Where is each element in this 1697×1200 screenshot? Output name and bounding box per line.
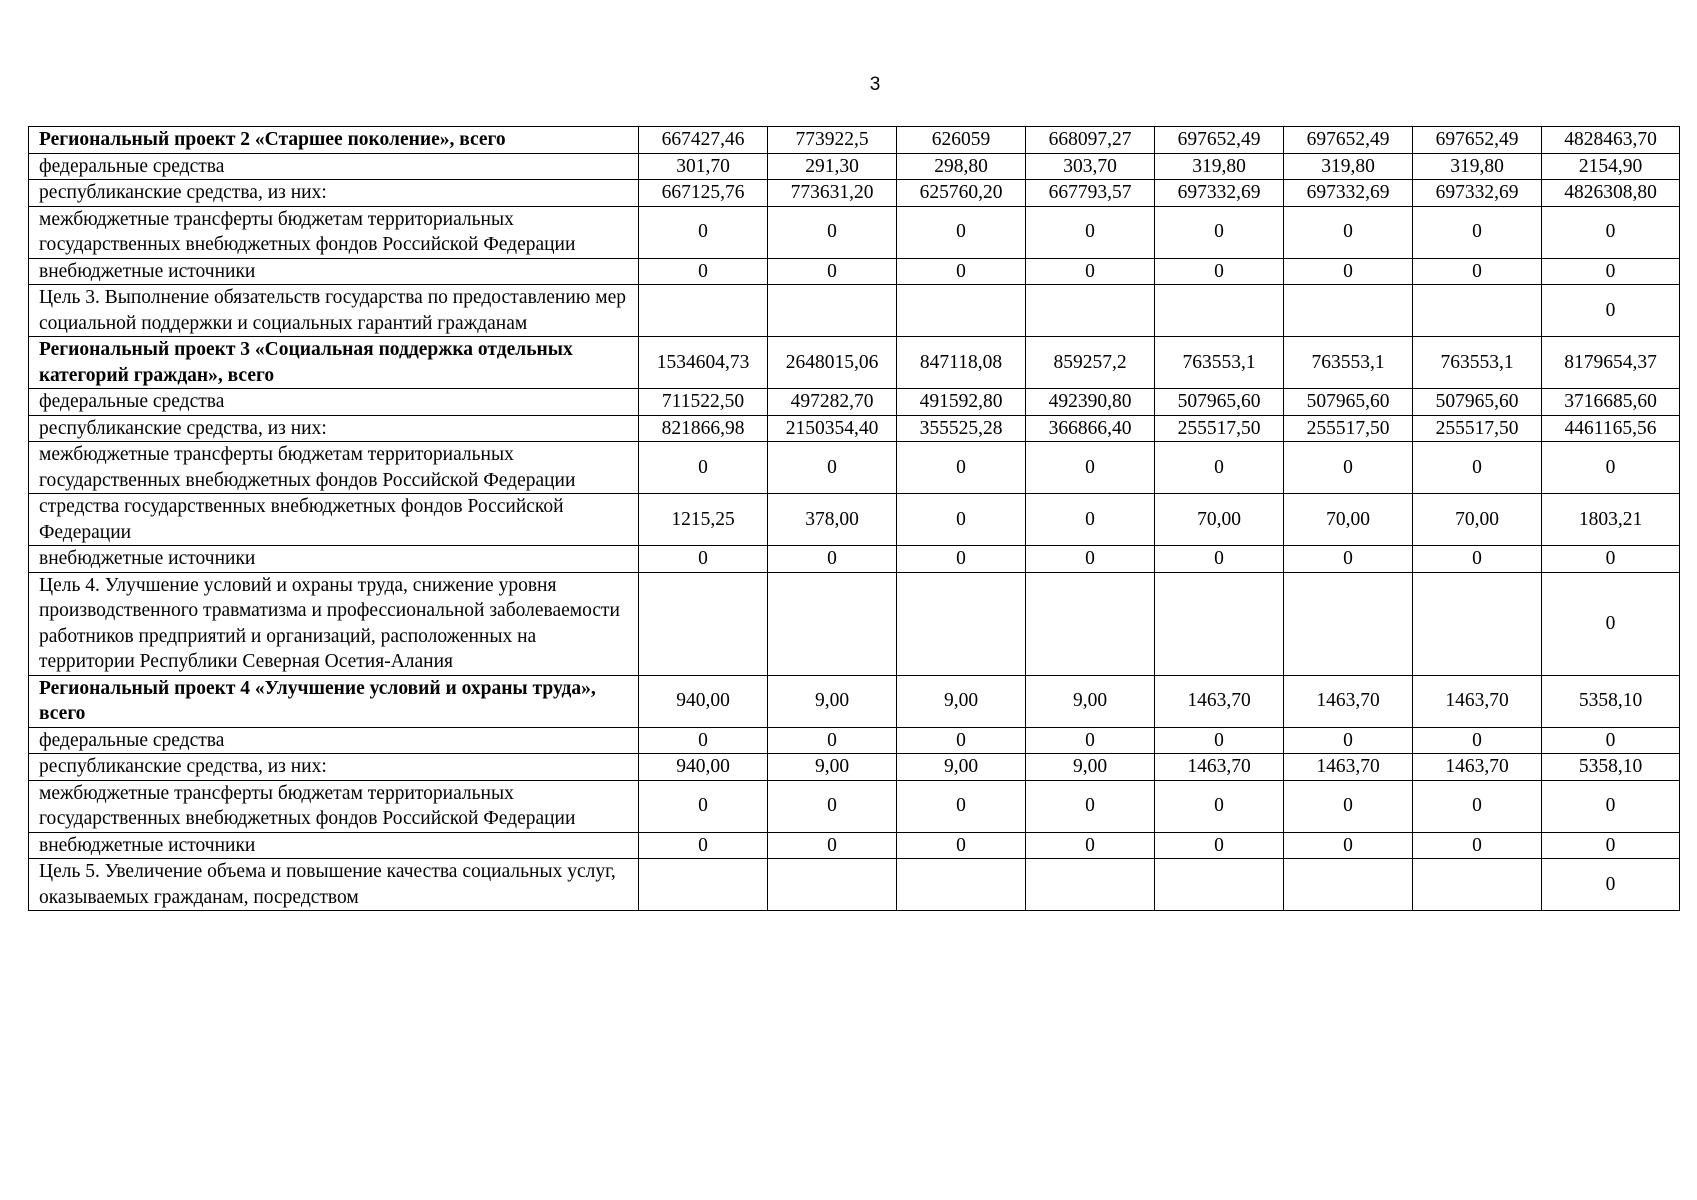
value-cell: [1413, 572, 1542, 675]
value-cell: 0: [768, 442, 897, 494]
value-cell: [1413, 859, 1542, 911]
value-cell: 291,30: [768, 153, 897, 180]
table-row: [29, 727, 1680, 754]
value-cell: 298,80: [897, 153, 1026, 180]
value-cell: [768, 859, 897, 911]
value-cell: 773922,5: [768, 127, 897, 154]
value-cell: 0: [1542, 859, 1680, 911]
value-cell: 9,00: [1026, 754, 1155, 781]
value-cell: [768, 285, 897, 337]
value-cell: 763553,1: [1284, 337, 1413, 389]
table-row: [29, 127, 1680, 154]
value-cell: 0: [1413, 727, 1542, 754]
value-cell: 859257,2: [1026, 337, 1155, 389]
value-cell: [897, 285, 1026, 337]
value-cell: [1026, 572, 1155, 675]
table-row: [29, 153, 1680, 180]
value-cell: 319,80: [1155, 153, 1284, 180]
table-row: [29, 415, 1680, 442]
row-label: федеральные средства: [29, 727, 639, 754]
row-label: межбюджетные трансферты бюджетам территориальных государственных внебюджетных фондов Российской Федерации: [29, 442, 639, 494]
value-cell: 255517,50: [1413, 415, 1542, 442]
value-cell: 667793,57: [1026, 180, 1155, 207]
value-cell: 0: [639, 546, 768, 573]
value-cell: 0: [1542, 258, 1680, 285]
value-cell: 0: [1026, 258, 1155, 285]
value-cell: 0: [1413, 546, 1542, 573]
value-cell: 0: [1155, 546, 1284, 573]
value-cell: 0: [1155, 780, 1284, 832]
value-cell: [1155, 285, 1284, 337]
value-cell: 0: [1413, 832, 1542, 859]
value-cell: [1026, 285, 1155, 337]
value-cell: 4828463,70: [1542, 127, 1680, 154]
value-cell: 4461165,56: [1542, 415, 1680, 442]
value-cell: 821866,98: [639, 415, 768, 442]
value-cell: 0: [1026, 780, 1155, 832]
value-cell: 0: [639, 206, 768, 258]
row-label: стредства государственных внебюджетных фондов Российской Федерации: [29, 494, 639, 546]
value-cell: 625760,20: [897, 180, 1026, 207]
value-cell: 378,00: [768, 494, 897, 546]
value-cell: 0: [639, 442, 768, 494]
row-label: Цель 4. Улучшение условий и охраны труда, снижение уровня производственного травматизма и профессиональной заболеваемости работников предприятий и организаций, расположенных на территории Республики Северная Осетия-Алания: [29, 572, 639, 675]
table-row: [29, 546, 1680, 573]
value-cell: 0: [1026, 206, 1155, 258]
value-cell: [897, 859, 1026, 911]
value-cell: 301,70: [639, 153, 768, 180]
value-cell: 0: [1155, 832, 1284, 859]
value-cell: 366866,40: [1026, 415, 1155, 442]
row-label: внебюджетные источники: [29, 258, 639, 285]
value-cell: 668097,27: [1026, 127, 1155, 154]
value-cell: 9,00: [897, 675, 1026, 727]
value-cell: 940,00: [639, 675, 768, 727]
value-cell: 0: [768, 206, 897, 258]
value-cell: 0: [1413, 780, 1542, 832]
value-cell: 2154,90: [1542, 153, 1680, 180]
table-row: [29, 572, 1680, 675]
value-cell: 255517,50: [1284, 415, 1413, 442]
row-label: внебюджетные источники: [29, 546, 639, 573]
value-cell: 9,00: [768, 675, 897, 727]
table-row: [29, 754, 1680, 781]
value-cell: 0: [1155, 206, 1284, 258]
table-row: [29, 389, 1680, 416]
value-cell: 0: [1284, 546, 1413, 573]
value-cell: [1284, 285, 1413, 337]
table-row: [29, 337, 1680, 389]
value-cell: 0: [1284, 780, 1413, 832]
value-cell: 697652,49: [1413, 127, 1542, 154]
value-cell: 355525,28: [897, 415, 1026, 442]
value-cell: 0: [1284, 206, 1413, 258]
row-label: республиканские средства, из них:: [29, 754, 639, 781]
value-cell: 0: [1542, 206, 1680, 258]
value-cell: [639, 285, 768, 337]
value-cell: 0: [1026, 494, 1155, 546]
value-cell: [639, 859, 768, 911]
value-cell: 1463,70: [1284, 754, 1413, 781]
value-cell: 940,00: [639, 754, 768, 781]
value-cell: 0: [1026, 546, 1155, 573]
row-label: Цель 3. Выполнение обязательств государства по предоставлению мер социальной поддержки и социальных гарантий гражданам: [29, 285, 639, 337]
value-cell: 70,00: [1155, 494, 1284, 546]
value-cell: 0: [768, 832, 897, 859]
value-cell: 667125,76: [639, 180, 768, 207]
value-cell: 491592,80: [897, 389, 1026, 416]
table-row: [29, 206, 1680, 258]
value-cell: 255517,50: [1155, 415, 1284, 442]
row-label: Региональный проект 2 «Старшее поколение», всего: [29, 127, 639, 154]
value-cell: 0: [1155, 727, 1284, 754]
value-cell: 0: [768, 258, 897, 285]
value-cell: 1463,70: [1155, 754, 1284, 781]
value-cell: 507965,60: [1284, 389, 1413, 416]
value-cell: 1463,70: [1413, 675, 1542, 727]
value-cell: 697332,69: [1155, 180, 1284, 207]
value-cell: 0: [897, 832, 1026, 859]
value-cell: 0: [1542, 780, 1680, 832]
value-cell: 3716685,60: [1542, 389, 1680, 416]
row-label: республиканские средства, из них:: [29, 415, 639, 442]
value-cell: 0: [768, 546, 897, 573]
value-cell: 1463,70: [1284, 675, 1413, 727]
value-cell: 0: [897, 780, 1026, 832]
value-cell: [897, 572, 1026, 675]
value-cell: 0: [639, 727, 768, 754]
value-cell: 0: [897, 727, 1026, 754]
value-cell: [1284, 859, 1413, 911]
value-cell: 319,80: [1413, 153, 1542, 180]
value-cell: [768, 572, 897, 675]
value-cell: 0: [1284, 442, 1413, 494]
value-cell: 0: [1542, 572, 1680, 675]
row-label: федеральные средства: [29, 389, 639, 416]
value-cell: 9,00: [768, 754, 897, 781]
value-cell: 0: [1413, 206, 1542, 258]
value-cell: 0: [1542, 727, 1680, 754]
value-cell: [1155, 859, 1284, 911]
row-label: федеральные средства: [29, 153, 639, 180]
value-cell: 5358,10: [1542, 754, 1680, 781]
value-cell: 303,70: [1026, 153, 1155, 180]
value-cell: 0: [639, 832, 768, 859]
value-cell: [1413, 285, 1542, 337]
page-number: 3: [869, 74, 881, 95]
value-cell: 0: [897, 442, 1026, 494]
value-cell: 492390,80: [1026, 389, 1155, 416]
value-cell: 9,00: [1026, 675, 1155, 727]
value-cell: 626059: [897, 127, 1026, 154]
value-cell: 0: [1413, 258, 1542, 285]
value-cell: 0: [1155, 258, 1284, 285]
value-cell: 0: [1542, 546, 1680, 573]
value-cell: 4826308,80: [1542, 180, 1680, 207]
value-cell: 9,00: [897, 754, 1026, 781]
value-cell: 507965,60: [1155, 389, 1284, 416]
value-cell: [1155, 572, 1284, 675]
table-row: [29, 494, 1680, 546]
row-label: Региональный проект 3 «Социальная поддержка отдельных категорий граждан», всего: [29, 337, 639, 389]
value-cell: 697652,49: [1155, 127, 1284, 154]
value-cell: 0: [897, 258, 1026, 285]
value-cell: 0: [1284, 832, 1413, 859]
value-cell: 319,80: [1284, 153, 1413, 180]
table-row: [29, 780, 1680, 832]
value-cell: [1026, 859, 1155, 911]
value-cell: 497282,70: [768, 389, 897, 416]
value-cell: 1463,70: [1155, 675, 1284, 727]
table-row: [29, 675, 1680, 727]
value-cell: [639, 572, 768, 675]
value-cell: 0: [1542, 442, 1680, 494]
value-cell: 1803,21: [1542, 494, 1680, 546]
row-label: Цель 5. Увеличение объема и повышение качества социальных услуг, оказываемых гражданам, посредством: [29, 859, 639, 911]
row-label: межбюджетные трансферты бюджетам территориальных государственных внебюджетных фондов Российской Федерации: [29, 780, 639, 832]
value-cell: 0: [1026, 442, 1155, 494]
value-cell: 70,00: [1413, 494, 1542, 546]
value-cell: 847118,08: [897, 337, 1026, 389]
value-cell: 0: [1026, 832, 1155, 859]
value-cell: 0: [1155, 442, 1284, 494]
row-label: Региональный проект 4 «Улучшение условий и охраны труда», всего: [29, 675, 639, 727]
table-row: [29, 832, 1680, 859]
table-row: [29, 180, 1680, 207]
value-cell: 0: [1026, 727, 1155, 754]
budget-table-body: [29, 127, 1680, 911]
value-cell: 0: [639, 258, 768, 285]
value-cell: 2648015,06: [768, 337, 897, 389]
value-cell: 763553,1: [1155, 337, 1284, 389]
value-cell: 2150354,40: [768, 415, 897, 442]
value-cell: 5358,10: [1542, 675, 1680, 727]
value-cell: 711522,50: [639, 389, 768, 416]
row-label: республиканские средства, из них:: [29, 180, 639, 207]
table-row: [29, 285, 1680, 337]
value-cell: 0: [1542, 285, 1680, 337]
value-cell: 0: [897, 546, 1026, 573]
value-cell: 70,00: [1284, 494, 1413, 546]
value-cell: [1284, 572, 1413, 675]
value-cell: 0: [1413, 442, 1542, 494]
value-cell: 697332,69: [1413, 180, 1542, 207]
value-cell: 0: [897, 206, 1026, 258]
row-label: внебюджетные источники: [29, 832, 639, 859]
value-cell: 697332,69: [1284, 180, 1413, 207]
value-cell: 507965,60: [1413, 389, 1542, 416]
value-cell: 1463,70: [1413, 754, 1542, 781]
value-cell: 0: [768, 780, 897, 832]
table-row: [29, 859, 1680, 911]
value-cell: 0: [768, 727, 897, 754]
value-cell: 667427,46: [639, 127, 768, 154]
value-cell: 773631,20: [768, 180, 897, 207]
value-cell: 0: [639, 780, 768, 832]
value-cell: 8179654,37: [1542, 337, 1680, 389]
value-cell: 0: [897, 494, 1026, 546]
value-cell: 1215,25: [639, 494, 768, 546]
table-row: [29, 442, 1680, 494]
row-label: межбюджетные трансферты бюджетам территориальных государственных внебюджетных фондов Российской Федерации: [29, 206, 639, 258]
budget-table: [28, 126, 1680, 911]
value-cell: 697652,49: [1284, 127, 1413, 154]
value-cell: 0: [1542, 832, 1680, 859]
value-cell: 763553,1: [1413, 337, 1542, 389]
value-cell: 0: [1284, 727, 1413, 754]
value-cell: 1534604,73: [639, 337, 768, 389]
table-row: [29, 258, 1680, 285]
value-cell: 0: [1284, 258, 1413, 285]
